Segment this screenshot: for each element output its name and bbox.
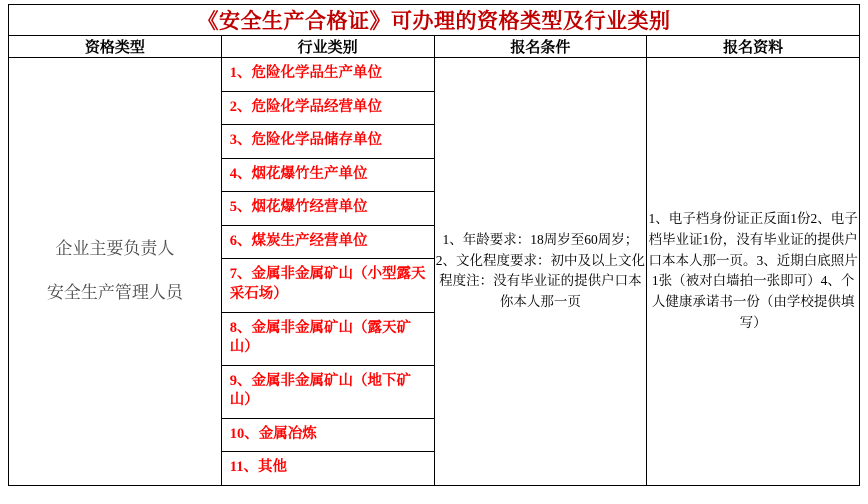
industry-row [222, 91, 434, 125]
industry-list-table [222, 58, 434, 485]
industry-row [222, 158, 434, 192]
registration-materials-cell [647, 58, 860, 486]
industry-row [222, 225, 434, 259]
industry-row [222, 125, 434, 159]
qualification-type-item: 企业主要负责人 [55, 239, 175, 259]
industry-item: 11、其他 [222, 452, 434, 485]
header-registration-materials: 报名资料 [647, 36, 860, 58]
industry-item: 4、烟花爆竹生产单位 [222, 158, 434, 192]
industry-item: 8、金属非金属矿山（露天矿山） [222, 312, 434, 365]
industry-row [222, 58, 434, 91]
industry-item: 3、危险化学品储存单位 [222, 125, 434, 159]
header-qualification-type: 资格类型 [9, 36, 222, 58]
industry-row [222, 259, 434, 312]
qualification-type-cell [9, 58, 222, 486]
certificate-table [8, 4, 860, 486]
industry-item: 10、金属冶炼 [222, 418, 434, 452]
document-page [0, 4, 868, 504]
industry-row [222, 192, 434, 226]
industry-row [222, 365, 434, 418]
industry-item: 6、煤炭生产经营单位 [222, 225, 434, 259]
content-row [9, 58, 860, 486]
industry-item: 1、危险化学品生产单位 [222, 58, 434, 91]
industry-row [222, 418, 434, 452]
header-industry-category: 行业类别 [221, 36, 434, 58]
industry-item: 9、金属非金属矿山（地下矿山） [222, 365, 434, 418]
header-registration-conditions: 报名条件 [434, 36, 647, 58]
industry-row [222, 312, 434, 365]
registration-materials-text: 1、电子档身份证正反面1份2、电子档毕业证1份，没有毕业证的提供户口本本人那一页。3、近期白底照片1张（被对白墙拍一张即可）4、个人健康承诺书一份（由学校提供填写） [648, 210, 858, 331]
header-row [9, 36, 860, 58]
industry-item: 2、危险化学品经营单位 [222, 91, 434, 125]
industry-item: 7、金属非金属矿山（小型露天采石场） [222, 259, 434, 312]
industry-row [222, 452, 434, 485]
page-title: 《安全生产合格证》可办理的资格类型及行业类别 [9, 5, 860, 36]
qualification-type-item: 安全生产管理人员 [46, 283, 183, 303]
title-row [9, 5, 860, 36]
registration-conditions-cell [434, 58, 647, 486]
registration-conditions-text: 1、年龄要求：18周岁至60周岁；2、文化程度要求：初中及以上文化程度注：没有毕业证的提供户口本你本人那一页 [435, 231, 645, 310]
industry-item: 5、烟花爆竹经营单位 [222, 192, 434, 226]
industry-category-cell [221, 58, 434, 486]
